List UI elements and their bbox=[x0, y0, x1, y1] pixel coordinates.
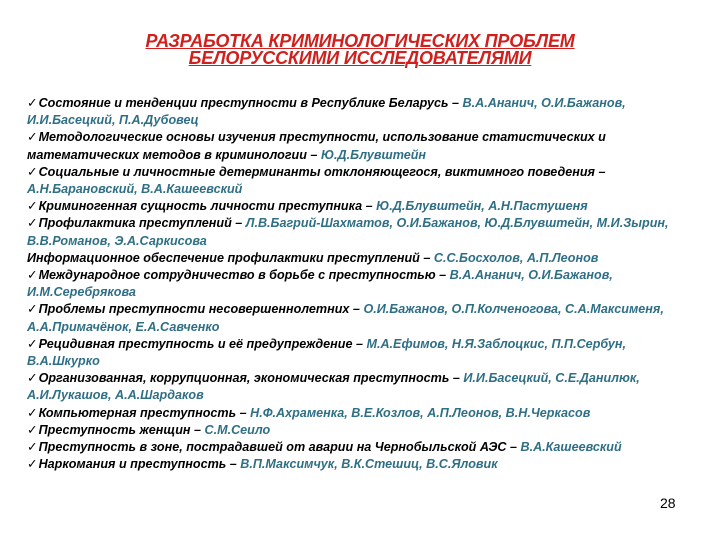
list-item bbox=[27, 439, 695, 456]
list-item bbox=[27, 215, 695, 249]
authors-text: Ю.Д.Блувштейн, А.Н.Пастушеня bbox=[376, 199, 588, 214]
list-item bbox=[27, 250, 695, 267]
topic-text: Организованная, коррупционная, экономическая преступность – bbox=[38, 371, 464, 386]
topic-text: Криминогенная сущность личности преступника – bbox=[38, 199, 377, 214]
check-mark-icon: ✓ bbox=[27, 96, 38, 110]
authors-text: О.И.Бажанов, О.П.Колченогова, С.А.Максименя, А.А.Примачёнок, Е.А.Савченко bbox=[27, 302, 664, 334]
authors-text: С.М.Сеило bbox=[204, 422, 271, 437]
authors-text: М.А.Ефимов, Н.Я.Заблоцкис, П.П.Сербун, В.А.Шкурко bbox=[27, 336, 626, 369]
research-topics-list bbox=[27, 95, 695, 473]
slide-title-line-2: БЕЛОРУССКИМИ ИССЛЕДОВАТЕЛЯМИ bbox=[188, 48, 532, 68]
topic-text: Состояние и тенденции преступности в Республике Беларусь – bbox=[38, 96, 463, 110]
check-mark-icon: ✓ bbox=[27, 216, 38, 231]
list-item bbox=[27, 301, 695, 335]
list-item bbox=[27, 370, 695, 404]
topic-text: Преступность в зоне, пострадавшей от аварии на Чернобыльской АЭС – bbox=[38, 440, 521, 455]
authors-text: Л.В.Багрий-Шахматов, О.И.Бажанов, Ю.Д.Блувштейн, М.И.Зырин, В.В.Романов, Э.А.Саркисова bbox=[27, 216, 669, 248]
topic-text: Рецидивная преступность и её предупреждение – bbox=[38, 336, 367, 351]
topic-text: Социальные и личностные детерминанты отклоняющегося, виктимного поведения – bbox=[38, 164, 606, 179]
check-mark-icon: ✓ bbox=[27, 199, 38, 214]
authors-text: В.А.Ананич, О.И.Бажанов, И.И.Басецкий, П.А.Дубовец bbox=[27, 96, 626, 128]
check-mark-icon: ✓ bbox=[27, 302, 38, 317]
list-item bbox=[27, 405, 695, 422]
check-mark-icon: ✓ bbox=[27, 336, 38, 351]
slide-title bbox=[0, 33, 720, 67]
list-item bbox=[27, 129, 695, 163]
topic-text: Компьютерная преступность – bbox=[38, 405, 251, 420]
topic-text: Международное сотрудничество в борьбе с преступностью – bbox=[38, 268, 450, 283]
check-mark-icon: ✓ bbox=[27, 457, 38, 472]
authors-text: Ю.Д.Блувштейн bbox=[320, 147, 427, 162]
authors-text: С.С.Босхолов, А.П.Леонов bbox=[433, 250, 599, 265]
topic-text: Наркомания и преступность – bbox=[38, 457, 241, 472]
list-item bbox=[27, 164, 695, 198]
topic-text: Методологические основы изучения преступности, использование статистических и математических методов в криминологии – bbox=[27, 130, 606, 162]
page-number: 28 bbox=[660, 495, 676, 511]
check-mark-icon: ✓ bbox=[27, 422, 38, 437]
check-mark-icon: ✓ bbox=[27, 371, 38, 386]
list-item bbox=[27, 336, 695, 370]
check-mark-icon: ✓ bbox=[27, 440, 38, 455]
list-item bbox=[27, 456, 695, 473]
check-mark-icon: ✓ bbox=[27, 268, 38, 283]
authors-text: В.П.Максимчук, В.К.Стешиц, В.С.Яловик bbox=[240, 457, 498, 472]
check-mark-icon: ✓ bbox=[27, 405, 38, 420]
topic-text: Профилактика преступлений – bbox=[38, 216, 246, 231]
list-item bbox=[27, 198, 695, 215]
authors-text: В.А.Ананич, О.И.Бажанов, И.М.Серебрякова bbox=[27, 268, 613, 300]
authors-text: И.И.Басецкий, С.Е.Данилюк, А.И.Лукашов, А.А.Шардаков bbox=[27, 371, 640, 403]
check-mark-icon: ✓ bbox=[27, 130, 38, 145]
topic-text: Преступность женщин – bbox=[38, 422, 205, 437]
slide-title-line-1: РАЗРАБОТКА КРИМИНОЛОГИЧЕСКИХ ПРОБЛЕМ bbox=[145, 31, 575, 51]
authors-text: В.А.Кашеевский bbox=[520, 440, 622, 455]
topic-text: Информационное обеспечение профилактики преступлений – bbox=[27, 250, 434, 265]
check-mark-icon: ✓ bbox=[27, 164, 38, 179]
authors-text: А.Н.Барановский, В.А.Кашеевский bbox=[27, 182, 243, 197]
topic-text: Проблемы преступности несовершеннолетних – bbox=[38, 302, 364, 317]
list-item bbox=[27, 95, 695, 129]
list-item bbox=[27, 267, 695, 301]
list-item bbox=[27, 422, 695, 439]
authors-text: Н.Ф.Ахраменка, В.Е.Козлов, А.П.Леонов, В.Н.Черкасов bbox=[250, 405, 591, 420]
